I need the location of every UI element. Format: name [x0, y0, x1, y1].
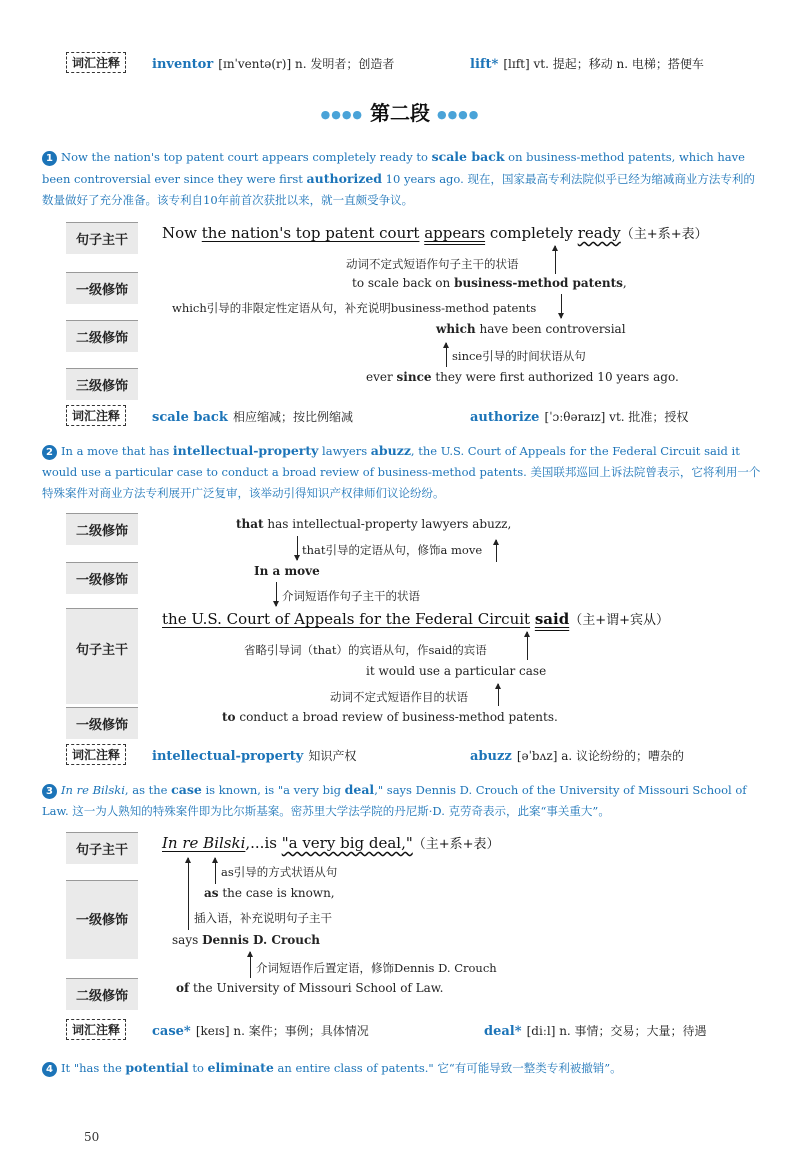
level-label-first: 一级修饰: [66, 272, 138, 304]
sentence-3-paragraph: 3 In re Bilski, as the case is known, is "a very big deal," says Dennis D. Crouch of the University of Missouri School of Law. 这一为人熟知的特殊案件即为比尔斯基案。密苏里大学法学院的丹尼斯·D. 克劳奇表示，此案“事关重大”。: [42, 782, 747, 818]
vocab-word: intellectual-property: [152, 749, 304, 764]
vocab-definition: 知识产权: [308, 749, 357, 763]
vocab-entry: [152, 745, 356, 764]
s1-note-3: since引导的时间状语从句: [452, 349, 586, 363]
s2-first-modifier-b: to conduct a broad review of business-method patents.: [222, 710, 558, 724]
s3-first-modifier-b: says Dennis D. Crouch: [172, 933, 321, 947]
vocab-label: 词汇注释: [66, 1019, 126, 1040]
vocab-entry: [470, 53, 704, 72]
page-number: 50: [84, 1130, 100, 1144]
arrow-up-icon: [498, 684, 499, 706]
vocab-entry: [152, 406, 353, 425]
s3-note-a: as引导的方式状语从句: [221, 865, 338, 879]
vocab-label: 词汇注释: [66, 405, 126, 426]
level-label-first: 一级修饰: [66, 880, 138, 959]
s2-note-d: 动词不定式短语作目的状语: [330, 690, 468, 704]
sentence-number-badge: 4: [42, 1062, 57, 1077]
s2-main-clause: the U.S. Court of Appeals for the Federal Circuit said（主+谓+宾从）: [162, 610, 669, 628]
arrow-down-icon: [297, 536, 298, 560]
arrow-down-icon: [276, 582, 277, 606]
vocab-definition: [keɪs] n. 案件；事例；具体情况: [195, 1024, 369, 1038]
s2-note-c: 省略引导词（that）的宾语从句，作said的宾语: [244, 643, 487, 657]
arrow-up-icon: [188, 858, 189, 930]
s3-second-modifier: of the University of Missouri School of Law.: [176, 981, 444, 995]
arrow-up-icon: [496, 540, 497, 562]
decor-dots-icon: ●●●●: [320, 108, 364, 121]
level-label-first: 一级修饰: [66, 707, 138, 739]
s2-note-a: that引导的定语从句，修饰a move: [302, 543, 483, 557]
vocab-entry: [152, 53, 394, 72]
vocab-definition: [lɪft] vt. 提起；移动 n. 电梯；搭便车: [503, 57, 704, 71]
arrow-up-icon: [215, 858, 216, 884]
arrow-up-icon: [250, 952, 251, 978]
decor-dots-icon: ●●●●: [436, 108, 480, 121]
vocab-word: lift*: [470, 57, 499, 72]
vocab-word: scale back: [152, 410, 228, 425]
vocab-word: authorize: [470, 410, 540, 425]
level-label-main: 句子主干: [66, 222, 138, 254]
s1-first-modifier: to scale back on business-method patents,: [352, 276, 627, 290]
sentence-number-badge: 2: [42, 445, 57, 460]
arrow-up-icon: [446, 343, 447, 367]
vocab-entry: [484, 1020, 707, 1039]
arrow-up-icon: [527, 632, 528, 660]
level-label-third: 三级修饰: [66, 368, 138, 400]
vocab-word: abuzz: [470, 749, 512, 764]
level-label-first: 一级修饰: [66, 562, 138, 594]
s3-note-c: 介词短语作后置定语，修饰Dennis D. Crouch: [256, 961, 497, 975]
s1-second-modifier: which have been controversial: [436, 322, 626, 336]
level-label-main: 句子主干: [66, 832, 138, 864]
sentence-number-badge: 1: [42, 151, 57, 166]
s3-note-b: 插入语，补充说明句子主干: [194, 911, 332, 925]
vocab-definition: [ˈɔːθəraɪz] vt. 批准；授权: [544, 410, 689, 424]
s3-first-modifier: as the case is known,: [204, 886, 335, 900]
vocab-word: case*: [152, 1024, 191, 1039]
s3-main-clause: In re Bilski,...is "a very big deal,"（主+系+表）: [162, 834, 500, 852]
arrow-down-icon: [561, 294, 562, 318]
s1-note-1: 动词不定式短语作句子主干的状语: [346, 257, 519, 271]
s1-third-modifier: ever since they were first authorized 10 years ago.: [366, 370, 679, 384]
vocab-definition: [ɪnˈventə(r)] n. 发明者；创造者: [218, 57, 395, 71]
s2-first-modifier: In a move: [254, 564, 320, 578]
level-label-main: 句子主干: [66, 608, 138, 704]
s2-object-clause: it would use a particular case: [366, 664, 547, 678]
sentence-1-paragraph: 1 Now the nation's top patent court appears completely ready to scale back on business-method patents, which have been controversial ever since they were first authorized 10 years ago. 现在，国家最高专利法院似乎已经为缩减商业方法专利的数量做好了充分准备。该专利自10年前首次获批以来，就一直颇受争议。: [42, 149, 755, 207]
sentence-4-paragraph: 4 It "has the potential to eliminate an entire class of patents." 它“有可能导致一整类专利被撤销”。: [42, 1057, 764, 1079]
section-title: ●●●● 第二段 ●●●●: [320, 101, 480, 125]
level-label-second: 二级修饰: [66, 513, 138, 545]
sentence-number-badge: 3: [42, 784, 57, 799]
sentence-2-paragraph: 2 In a move that has intellectual-property lawyers abuzz, the U.S. Court of Appeals for the Federal Circuit said it would use a particular case to conduct a broad review of business-method patents. 美国联邦巡回上诉法院曾表示，它将利用一个特殊案件对商业方法专利展开广泛复审，该举动引得知识产权律师们议论纷纷。: [42, 443, 761, 500]
vocab-entry: [470, 406, 688, 425]
s2-second-modifier: that has intellectual-property lawyers abuzz,: [236, 517, 512, 531]
arrow-up-icon: [555, 246, 556, 274]
vocab-definition: 相应缩减；按比例缩减: [232, 410, 353, 424]
vocab-label: 词汇注释: [66, 744, 126, 765]
vocab-word: inventor: [152, 57, 214, 72]
level-label-second: 二级修饰: [66, 320, 138, 352]
s2-note-b: 介词短语作句子主干的状语: [282, 589, 420, 603]
vocab-definition: [əˈbʌz] a. 议论纷纷的；嘈杂的: [516, 749, 684, 763]
s1-main-clause: Now the nation's top patent court appears completely ready（主+系+表）: [162, 224, 708, 242]
vocab-label: 词汇注释: [66, 52, 126, 73]
s1-note-2: which引导的非限定性定语从句，补充说明business-method patents: [172, 301, 537, 315]
vocab-definition: [diːl] n. 事情；交易；大量；待遇: [526, 1024, 707, 1038]
vocab-word: deal*: [484, 1024, 522, 1039]
vocab-entry: [152, 1020, 369, 1039]
level-label-second: 二级修饰: [66, 978, 138, 1010]
vocab-entry: [470, 745, 684, 764]
